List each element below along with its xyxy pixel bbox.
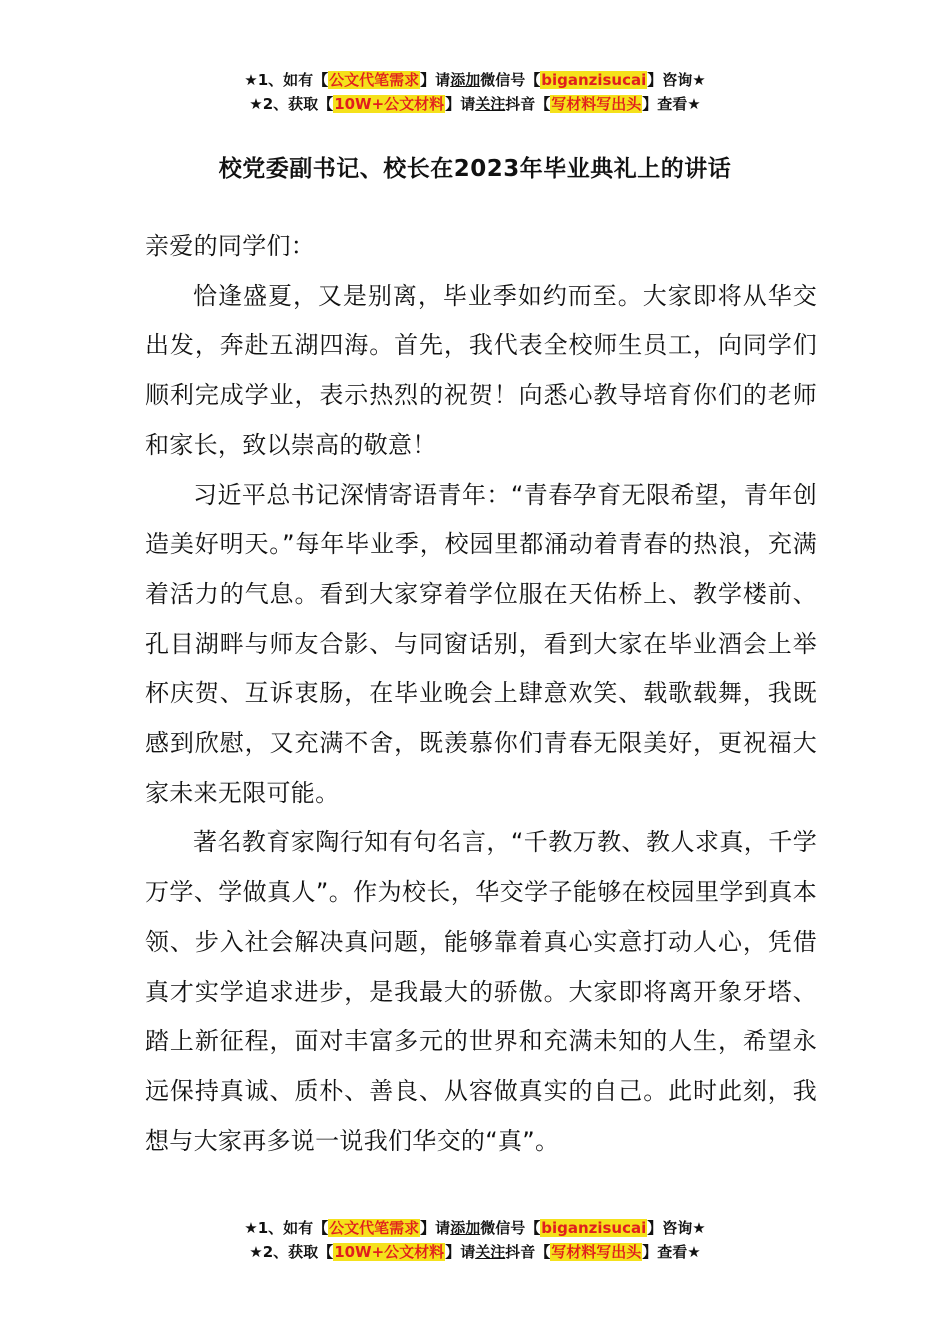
banner-line-1 [0, 68, 950, 92]
banner-text: 】咨询★ [647, 71, 706, 89]
salutation: 亲爱的同学们： [145, 232, 316, 260]
document-title: 校党委副书记、校长在2023年毕业典礼上的讲话 [218, 156, 732, 182]
banner-line-2 [0, 92, 950, 116]
banner-text: 】查看★ [642, 95, 701, 113]
banner-text: ★1、如有【 [244, 71, 329, 89]
underlined-text: 添加 [450, 1219, 481, 1237]
banner-text: 】请 [445, 95, 476, 113]
banner-line-1 [0, 1216, 950, 1240]
highlight-text: 公文代笔需求 [329, 1219, 420, 1237]
banner-text: 微信号【 [480, 71, 541, 89]
header-banner [0, 68, 950, 116]
highlight-text: biganzisucai [541, 1219, 647, 1237]
banner-text: 】请 [445, 1243, 476, 1261]
underlined-text: 关注 [475, 1243, 506, 1261]
banner-text: 】请 [420, 71, 451, 89]
banner-text: ★2、获取【 [249, 1243, 334, 1261]
banner-text: 】查看★ [642, 1243, 701, 1261]
banner-text: 微信号【 [480, 1219, 541, 1237]
highlight-text: 10W+公文材料 [334, 1243, 445, 1261]
banner-text: ★1、如有【 [244, 1219, 329, 1237]
paragraph: 习近平总书记深情寄语青年：“青春孕育无限希望，青年创造美好明天。”每年毕业季，校园里都涌动着青春的热浪，充满着活力的气息。看到大家穿着学位服在天佑桥上、教学楼前、孔目湖畔与师友合影、与同窗话别，看到大家在毕业酒会上举杯庆贺、互诉衷肠，在毕业晚会上肆意欢笑、载歌载舞，我既感到欣慰，又充满不舍，既羡慕你们青春无限美好，更祝福大家未来无限可能。 [145, 480, 817, 807]
highlight-text: biganzisucai [541, 71, 647, 89]
paragraph: 著名教育家陶行知有句名言，“千教万教、教人求真，千学万学、学做真人”。作为校长，华交学子能够在校园里学到真本领、步入社会解决真问题，能够靠着真心实意打动人心，凭借真才实学追求进步，是我最大的骄傲。大家即将离开象牙塔、踏上新征程，面对丰富多元的世界和充满未知的人生，希望永远保持真诚、质朴、善良、从容做真实的自己。此时此刻，我想与大家再多说一说我们华交的“真”。 [145, 828, 817, 1155]
highlight-text: 10W+公文材料 [334, 95, 445, 113]
underlined-text: 关注 [475, 95, 506, 113]
document-body [145, 222, 817, 1166]
highlight-text: 写材料写出头 [551, 95, 642, 113]
footer-banner [0, 1216, 950, 1264]
banner-text: 】咨询★ [647, 1219, 706, 1237]
banner-line-2 [0, 1240, 950, 1264]
banner-text: ★2、获取【 [249, 95, 334, 113]
paragraph: 恰逢盛夏，又是别离，毕业季如约而至。大家即将从华交出发，奔赴五湖四海。首先，我代表全校师生员工，向同学们顺利完成学业，表示热烈的祝贺！向悉心教导培育你们的老师和家长，致以崇高的敬意！ [145, 281, 817, 459]
banner-text: 抖音【 [505, 95, 551, 113]
banner-text: 】请 [420, 1219, 451, 1237]
underlined-text: 添加 [450, 71, 481, 89]
highlight-text: 写材料写出头 [551, 1243, 642, 1261]
banner-text: 抖音【 [505, 1243, 551, 1261]
highlight-text: 公文代笔需求 [329, 71, 420, 89]
